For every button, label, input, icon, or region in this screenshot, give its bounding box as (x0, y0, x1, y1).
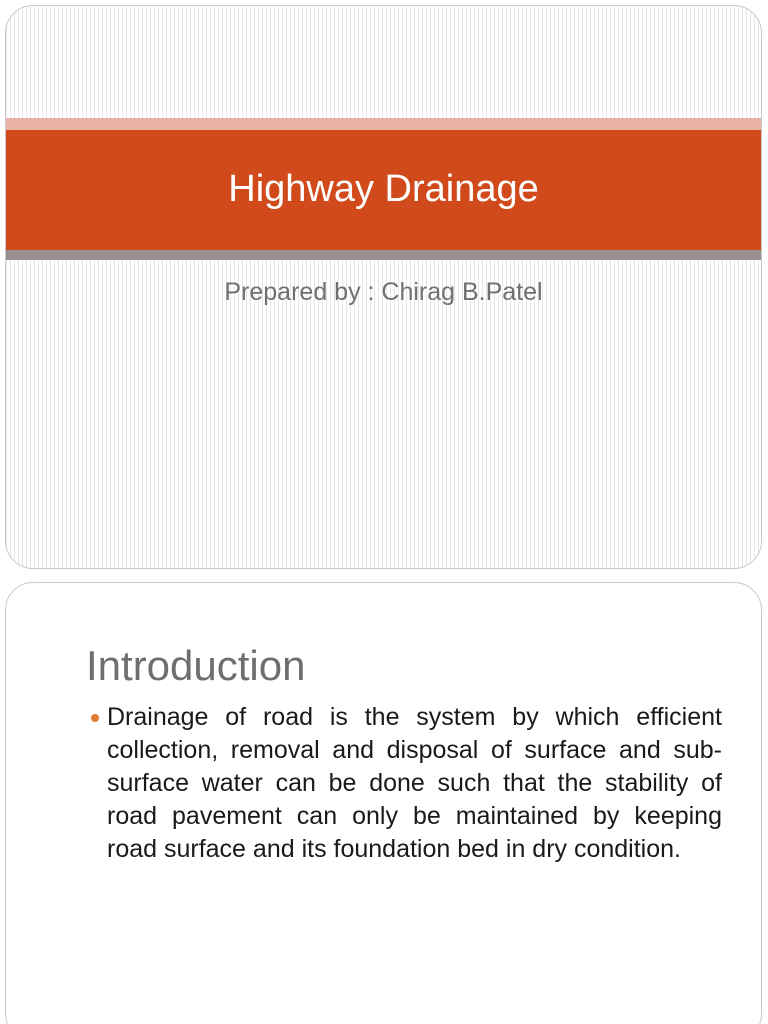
bullet-text: Drainage of road is the system by which efficient collection, removal and disposal of surface and sub-surface water can be done such that the stability of road pavement can only be maintained by keeping road surface and its foundation bed in dry condition. (107, 703, 722, 863)
slide-heading: Introduction (86, 642, 306, 689)
bullet-dot-icon (91, 714, 99, 722)
slide-subtitle: Prepared by : Chirag B.Patel (224, 278, 543, 306)
slide-title: Highway Drainage (228, 168, 539, 210)
title-band-top-stripe (6, 118, 761, 130)
introduction-slide (5, 582, 762, 1024)
title-slide (5, 5, 762, 569)
title-band-bottom-stripe (6, 250, 761, 260)
